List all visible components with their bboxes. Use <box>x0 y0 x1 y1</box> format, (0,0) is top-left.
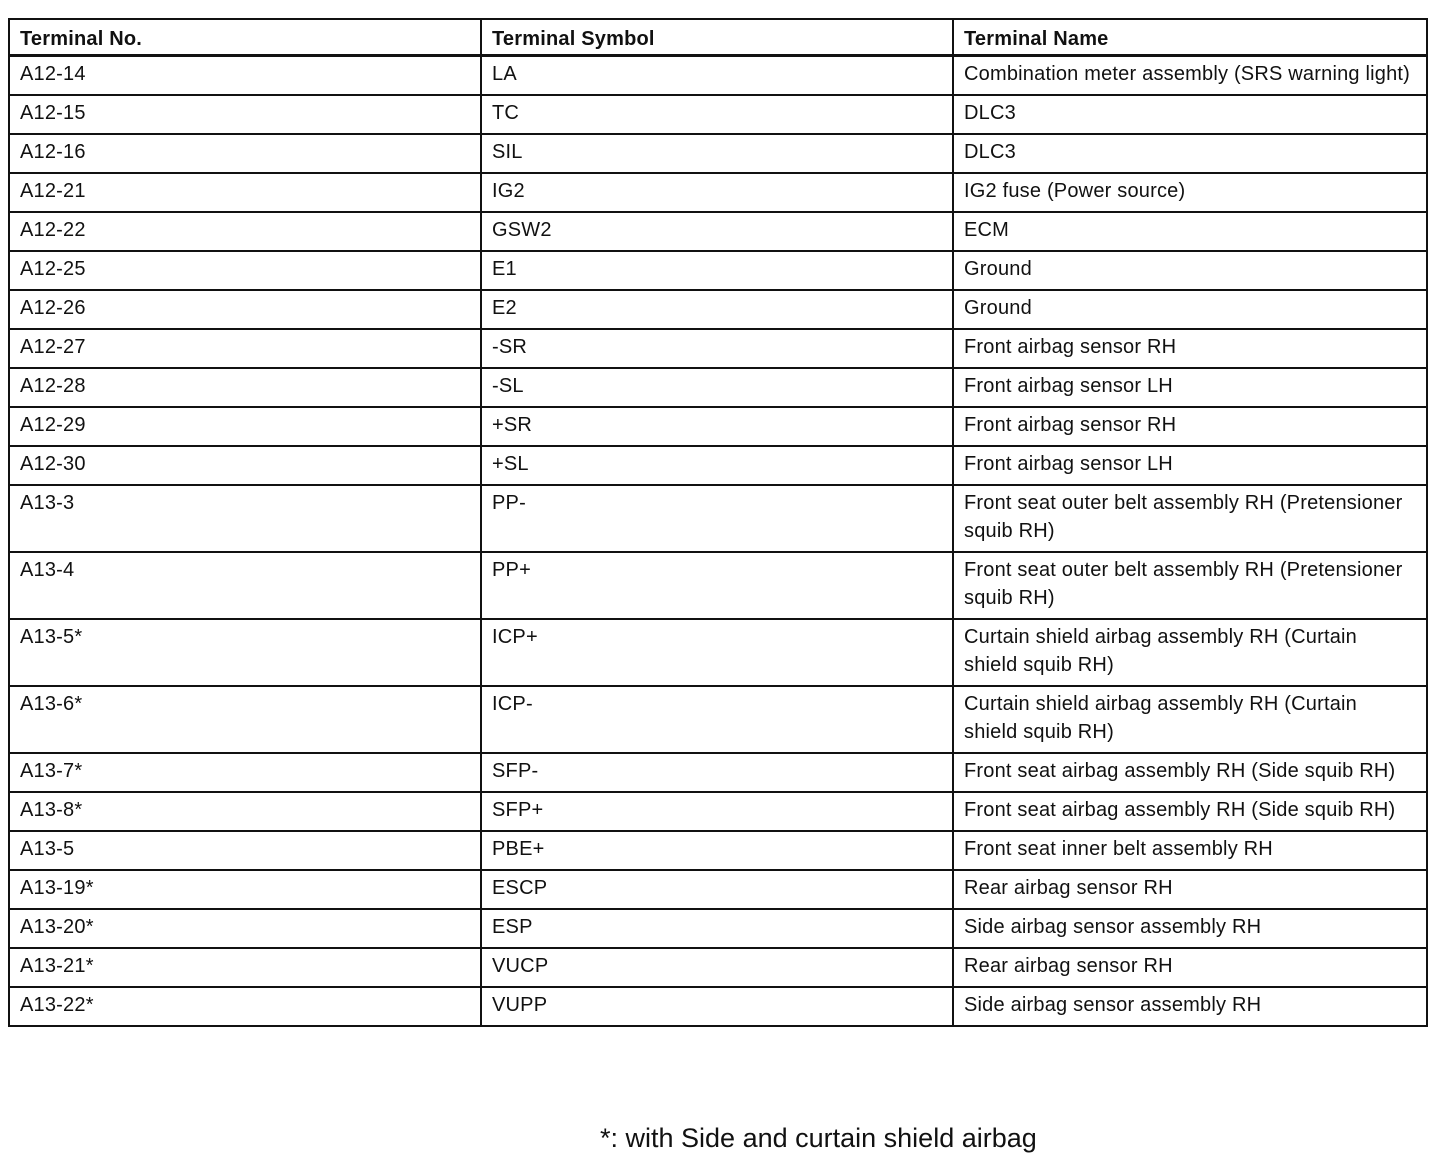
footnote: *: with Side and curtain shield airbag <box>600 1123 1037 1153</box>
cell-terminal-name: Rear airbag sensor RH <box>953 870 1427 909</box>
cell-terminal-name: DLC3 <box>953 134 1427 173</box>
cell-terminal-name: IG2 fuse (Power source) <box>953 173 1427 212</box>
table-row <box>9 212 1427 251</box>
cell-terminal-symbol: ESP <box>481 909 953 948</box>
cell-terminal-name: ECM <box>953 212 1427 251</box>
cell-terminal-no: A12-22 <box>9 212 481 251</box>
cell-terminal-no: A13-5 <box>9 831 481 870</box>
table-row <box>9 870 1427 909</box>
cell-terminal-name: Front seat inner belt assembly RH <box>953 831 1427 870</box>
cell-terminal-no: A12-30 <box>9 446 481 485</box>
cell-terminal-name: Ground <box>953 251 1427 290</box>
cell-terminal-no: A13-5* <box>9 619 481 686</box>
cell-terminal-no: A13-21* <box>9 948 481 987</box>
cell-terminal-no: A13-8* <box>9 792 481 831</box>
cell-terminal-no: A12-28 <box>9 368 481 407</box>
cell-terminal-symbol: +SR <box>481 407 953 446</box>
cell-terminal-symbol: ICP- <box>481 686 953 753</box>
cell-terminal-symbol: VUPP <box>481 987 953 1026</box>
table-row <box>9 792 1427 831</box>
cell-terminal-name: Front airbag sensor LH <box>953 368 1427 407</box>
cell-terminal-name: Curtain shield airbag assembly RH (Curtain shield squib RH) <box>953 619 1427 686</box>
cell-terminal-symbol: IG2 <box>481 173 953 212</box>
cell-terminal-no: A12-15 <box>9 95 481 134</box>
cell-terminal-no: A13-22* <box>9 987 481 1026</box>
header-terminal-symbol: Terminal Symbol <box>481 19 953 56</box>
cell-terminal-name: Side airbag sensor assembly RH <box>953 909 1427 948</box>
table-row <box>9 446 1427 485</box>
cell-terminal-name: Front airbag sensor LH <box>953 446 1427 485</box>
cell-terminal-symbol: E2 <box>481 290 953 329</box>
table-row <box>9 753 1427 792</box>
table-row <box>9 134 1427 173</box>
cell-terminal-name: Front seat outer belt assembly RH (Pretensioner squib RH) <box>953 485 1427 552</box>
cell-terminal-symbol: -SR <box>481 329 953 368</box>
cell-terminal-no: A13-20* <box>9 909 481 948</box>
table-row <box>9 686 1427 753</box>
table-row <box>9 95 1427 134</box>
table-row <box>9 948 1427 987</box>
cell-terminal-name: Front seat airbag assembly RH (Side squib RH) <box>953 792 1427 831</box>
table-row <box>9 329 1427 368</box>
cell-terminal-no: A12-16 <box>9 134 481 173</box>
cell-terminal-name: Front seat airbag assembly RH (Side squib RH) <box>953 753 1427 792</box>
table-row <box>9 619 1427 686</box>
header-row <box>9 19 1427 56</box>
table-row <box>9 251 1427 290</box>
cell-terminal-name: Front airbag sensor RH <box>953 329 1427 368</box>
cell-terminal-name: Ground <box>953 290 1427 329</box>
cell-terminal-name: Front seat outer belt assembly RH (Pretensioner squib RH) <box>953 552 1427 619</box>
header-terminal-no: Terminal No. <box>9 19 481 56</box>
table-row <box>9 909 1427 948</box>
header-terminal-name: Terminal Name <box>953 19 1427 56</box>
cell-terminal-no: A12-25 <box>9 251 481 290</box>
cell-terminal-no: A12-27 <box>9 329 481 368</box>
cell-terminal-no: A12-14 <box>9 56 481 96</box>
cell-terminal-name: Rear airbag sensor RH <box>953 948 1427 987</box>
cell-terminal-symbol: SFP+ <box>481 792 953 831</box>
cell-terminal-symbol: ICP+ <box>481 619 953 686</box>
cell-terminal-name: DLC3 <box>953 95 1427 134</box>
cell-terminal-symbol: VUCP <box>481 948 953 987</box>
table-row <box>9 56 1427 96</box>
cell-terminal-no: A12-29 <box>9 407 481 446</box>
cell-terminal-symbol: SIL <box>481 134 953 173</box>
terminal-table <box>8 18 1428 1027</box>
cell-terminal-symbol: PBE+ <box>481 831 953 870</box>
cell-terminal-name: Combination meter assembly (SRS warning light) <box>953 56 1427 96</box>
cell-terminal-name: Front airbag sensor RH <box>953 407 1427 446</box>
cell-terminal-no: A12-21 <box>9 173 481 212</box>
table-row <box>9 831 1427 870</box>
table-header <box>9 19 1427 56</box>
table-row <box>9 290 1427 329</box>
cell-terminal-symbol: PP- <box>481 485 953 552</box>
cell-terminal-no: A13-3 <box>9 485 481 552</box>
cell-terminal-symbol: +SL <box>481 446 953 485</box>
table-row <box>9 552 1427 619</box>
table-row <box>9 173 1427 212</box>
cell-terminal-symbol: ESCP <box>481 870 953 909</box>
cell-terminal-symbol: TC <box>481 95 953 134</box>
table-body <box>9 56 1427 1027</box>
cell-terminal-no: A13-6* <box>9 686 481 753</box>
cell-terminal-name: Side airbag sensor assembly RH <box>953 987 1427 1026</box>
cell-terminal-no: A13-19* <box>9 870 481 909</box>
cell-terminal-symbol: -SL <box>481 368 953 407</box>
table-row <box>9 485 1427 552</box>
cell-terminal-symbol: PP+ <box>481 552 953 619</box>
table-row <box>9 407 1427 446</box>
table-row <box>9 368 1427 407</box>
cell-terminal-symbol: GSW2 <box>481 212 953 251</box>
cell-terminal-symbol: LA <box>481 56 953 96</box>
cell-terminal-symbol: E1 <box>481 251 953 290</box>
cell-terminal-name: Curtain shield airbag assembly RH (Curtain shield squib RH) <box>953 686 1427 753</box>
cell-terminal-no: A13-4 <box>9 552 481 619</box>
table-row <box>9 987 1427 1026</box>
cell-terminal-no: A12-26 <box>9 290 481 329</box>
cell-terminal-no: A13-7* <box>9 753 481 792</box>
cell-terminal-symbol: SFP- <box>481 753 953 792</box>
